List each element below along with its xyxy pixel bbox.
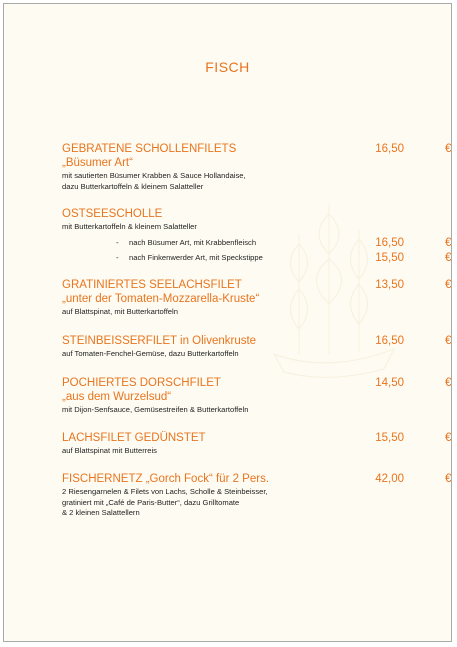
- currency-symbol: €: [445, 335, 452, 347]
- item-description: mit Dijon-Senfsauce, Gemüsestreifen & Butterkartoffeln: [62, 405, 249, 414]
- variant-dash: -: [116, 253, 119, 262]
- menu-item: [62, 334, 451, 360]
- item-subtitle: „Büsumer Art“: [62, 157, 133, 169]
- item-variant: [62, 237, 451, 249]
- menu-page: [3, 3, 452, 642]
- variant-text: nach Finkenwerder Art, mit Speckstippe: [129, 253, 263, 262]
- item-description: auf Blattspinat, mit Butterkartoffeln: [62, 307, 178, 316]
- variant-dash: -: [116, 238, 119, 247]
- variant-text: nach Büsumer Art, mit Krabbenfleisch: [129, 238, 257, 247]
- item-name: STEINBEISSERFILET in Olivenkruste: [62, 335, 257, 347]
- currency-symbol: €: [445, 252, 452, 264]
- currency-symbol: €: [445, 377, 452, 389]
- item-description: mit Butterkartoffeln & kleinem Salatteller: [62, 222, 197, 231]
- item-description: & 2 kleinen Salattellern: [62, 508, 140, 517]
- item-price: 16,50: [375, 335, 404, 347]
- item-name: GRATINIERTES SEELACHSFILET: [62, 279, 242, 291]
- item-variant: [62, 252, 451, 264]
- currency-symbol: €: [445, 432, 452, 444]
- item-name: GEBRATENE SCHOLLENFILETS: [62, 143, 237, 155]
- item-description: 2 Riesengarnelen & Filets von Lachs, Scholle & Steinbeisser,: [62, 487, 268, 496]
- menu-item: [62, 431, 451, 457]
- variant-price: 15,50: [375, 252, 404, 264]
- variant-price: 16,50: [375, 237, 404, 249]
- item-name: OSTSEESCHOLLE: [62, 208, 163, 220]
- item-price: 42,00: [375, 473, 404, 485]
- item-description: auf Tomaten-Fenchel-Gemüse, dazu Butterkartoffeln: [62, 349, 239, 358]
- item-description: dazu Butterkartoffeln & kleinem Salatteller: [62, 181, 204, 191]
- item-price: 15,50: [375, 432, 404, 444]
- menu-item: [62, 207, 452, 264]
- item-price: 16,50: [375, 143, 404, 155]
- item-price: 14,50: [375, 377, 404, 389]
- item-description: mit sautierten Büsumer Krabben & Sauce Hollandaise,: [62, 171, 246, 180]
- page-title: FISCH: [205, 59, 250, 75]
- currency-symbol: €: [445, 143, 452, 155]
- item-name: LACHSFILET GEDÜNSTET: [62, 432, 206, 444]
- menu-item: [62, 278, 451, 318]
- item-description: gratiniert mit „Café de Paris-Butter“, dazu Grilltomate: [62, 497, 240, 507]
- currency-symbol: €: [445, 237, 452, 249]
- item-price: 13,50: [375, 279, 404, 291]
- currency-symbol: €: [445, 279, 452, 291]
- item-subtitle: „unter der Tomaten-Mozzarella-Kruste“: [62, 293, 260, 305]
- currency-symbol: €: [445, 473, 452, 485]
- item-description: auf Blattspinat mit Butterreis: [62, 446, 157, 455]
- item-name: FISCHERNETZ „Gorch Fock“ für 2 Pers.: [62, 473, 270, 485]
- menu-item: [62, 376, 451, 416]
- item-name: POCHIERTES DORSCHFILET: [62, 377, 221, 389]
- menu-item: [62, 142, 451, 192]
- item-subtitle: „aus dem Wurzelsud“: [62, 391, 172, 403]
- menu-item: [62, 472, 451, 519]
